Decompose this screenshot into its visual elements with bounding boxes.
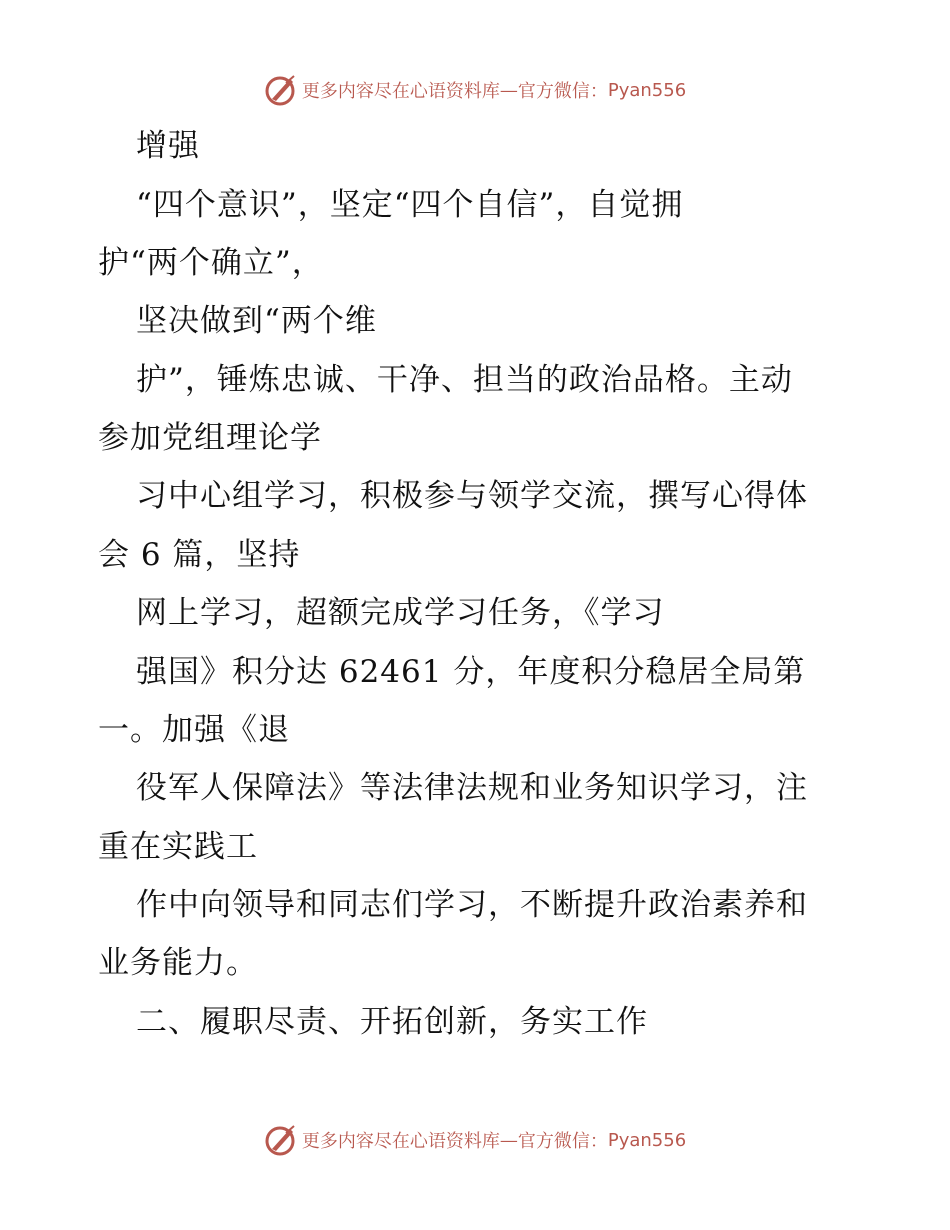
body-line: 增强 <box>136 128 200 164</box>
banner-dash: — <box>499 79 518 101</box>
banner-wechat-id: Pyan556 <box>607 1129 687 1151</box>
body-line: 业务能力。 <box>98 945 258 981</box>
banner-wechat-label: 官方微信： <box>517 1131 608 1152</box>
body-line: 作中向领导和同志们学习，不断提升政治素养和 <box>136 887 808 923</box>
banner-text: 更多内容尽在心语资料库 <box>301 1131 500 1152</box>
body-line: 强国》积分达 62461 分，年度积分稳居全局第 <box>136 654 806 690</box>
body-line: 会 6 篇，坚持 <box>98 537 301 573</box>
quill-pen-logo-icon <box>264 73 298 107</box>
banner-text: 更多内容尽在心语资料库 <box>301 81 500 102</box>
body-line: 网上学习，超额完成学习任务，《学习 <box>136 595 665 631</box>
banner-dash: — <box>499 1129 518 1151</box>
body-line: 坚决做到“两个维 <box>136 303 377 339</box>
body-line: 役军人保障法》等法律法规和业务知识学习，注 <box>136 770 808 806</box>
quill-pen-logo-icon <box>264 1123 298 1157</box>
body-line: “四个意识”，坚定“四个自信”，自觉拥 <box>136 187 684 223</box>
body-line: 护”，锤炼忠诚、干净、担当的政治品格。主动 <box>136 362 793 398</box>
banner-wechat-label: 官方微信： <box>517 81 608 102</box>
footer-watermark-banner <box>0 1120 950 1160</box>
body-line: 一。加强《退 <box>98 712 290 748</box>
body-line: 参加党组理论学 <box>98 420 322 456</box>
header-watermark-banner <box>0 70 950 110</box>
body-line: 护“两个确立”， <box>98 245 324 281</box>
body-line: 重在实践工 <box>98 829 258 865</box>
section-heading: 二、履职尽责、开拓创新，务实工作 <box>136 1004 648 1040</box>
body-line: 习中心组学习，积极参与领学交流，撰写心得体 <box>136 478 808 514</box>
banner-wechat-id: Pyan556 <box>607 79 687 101</box>
